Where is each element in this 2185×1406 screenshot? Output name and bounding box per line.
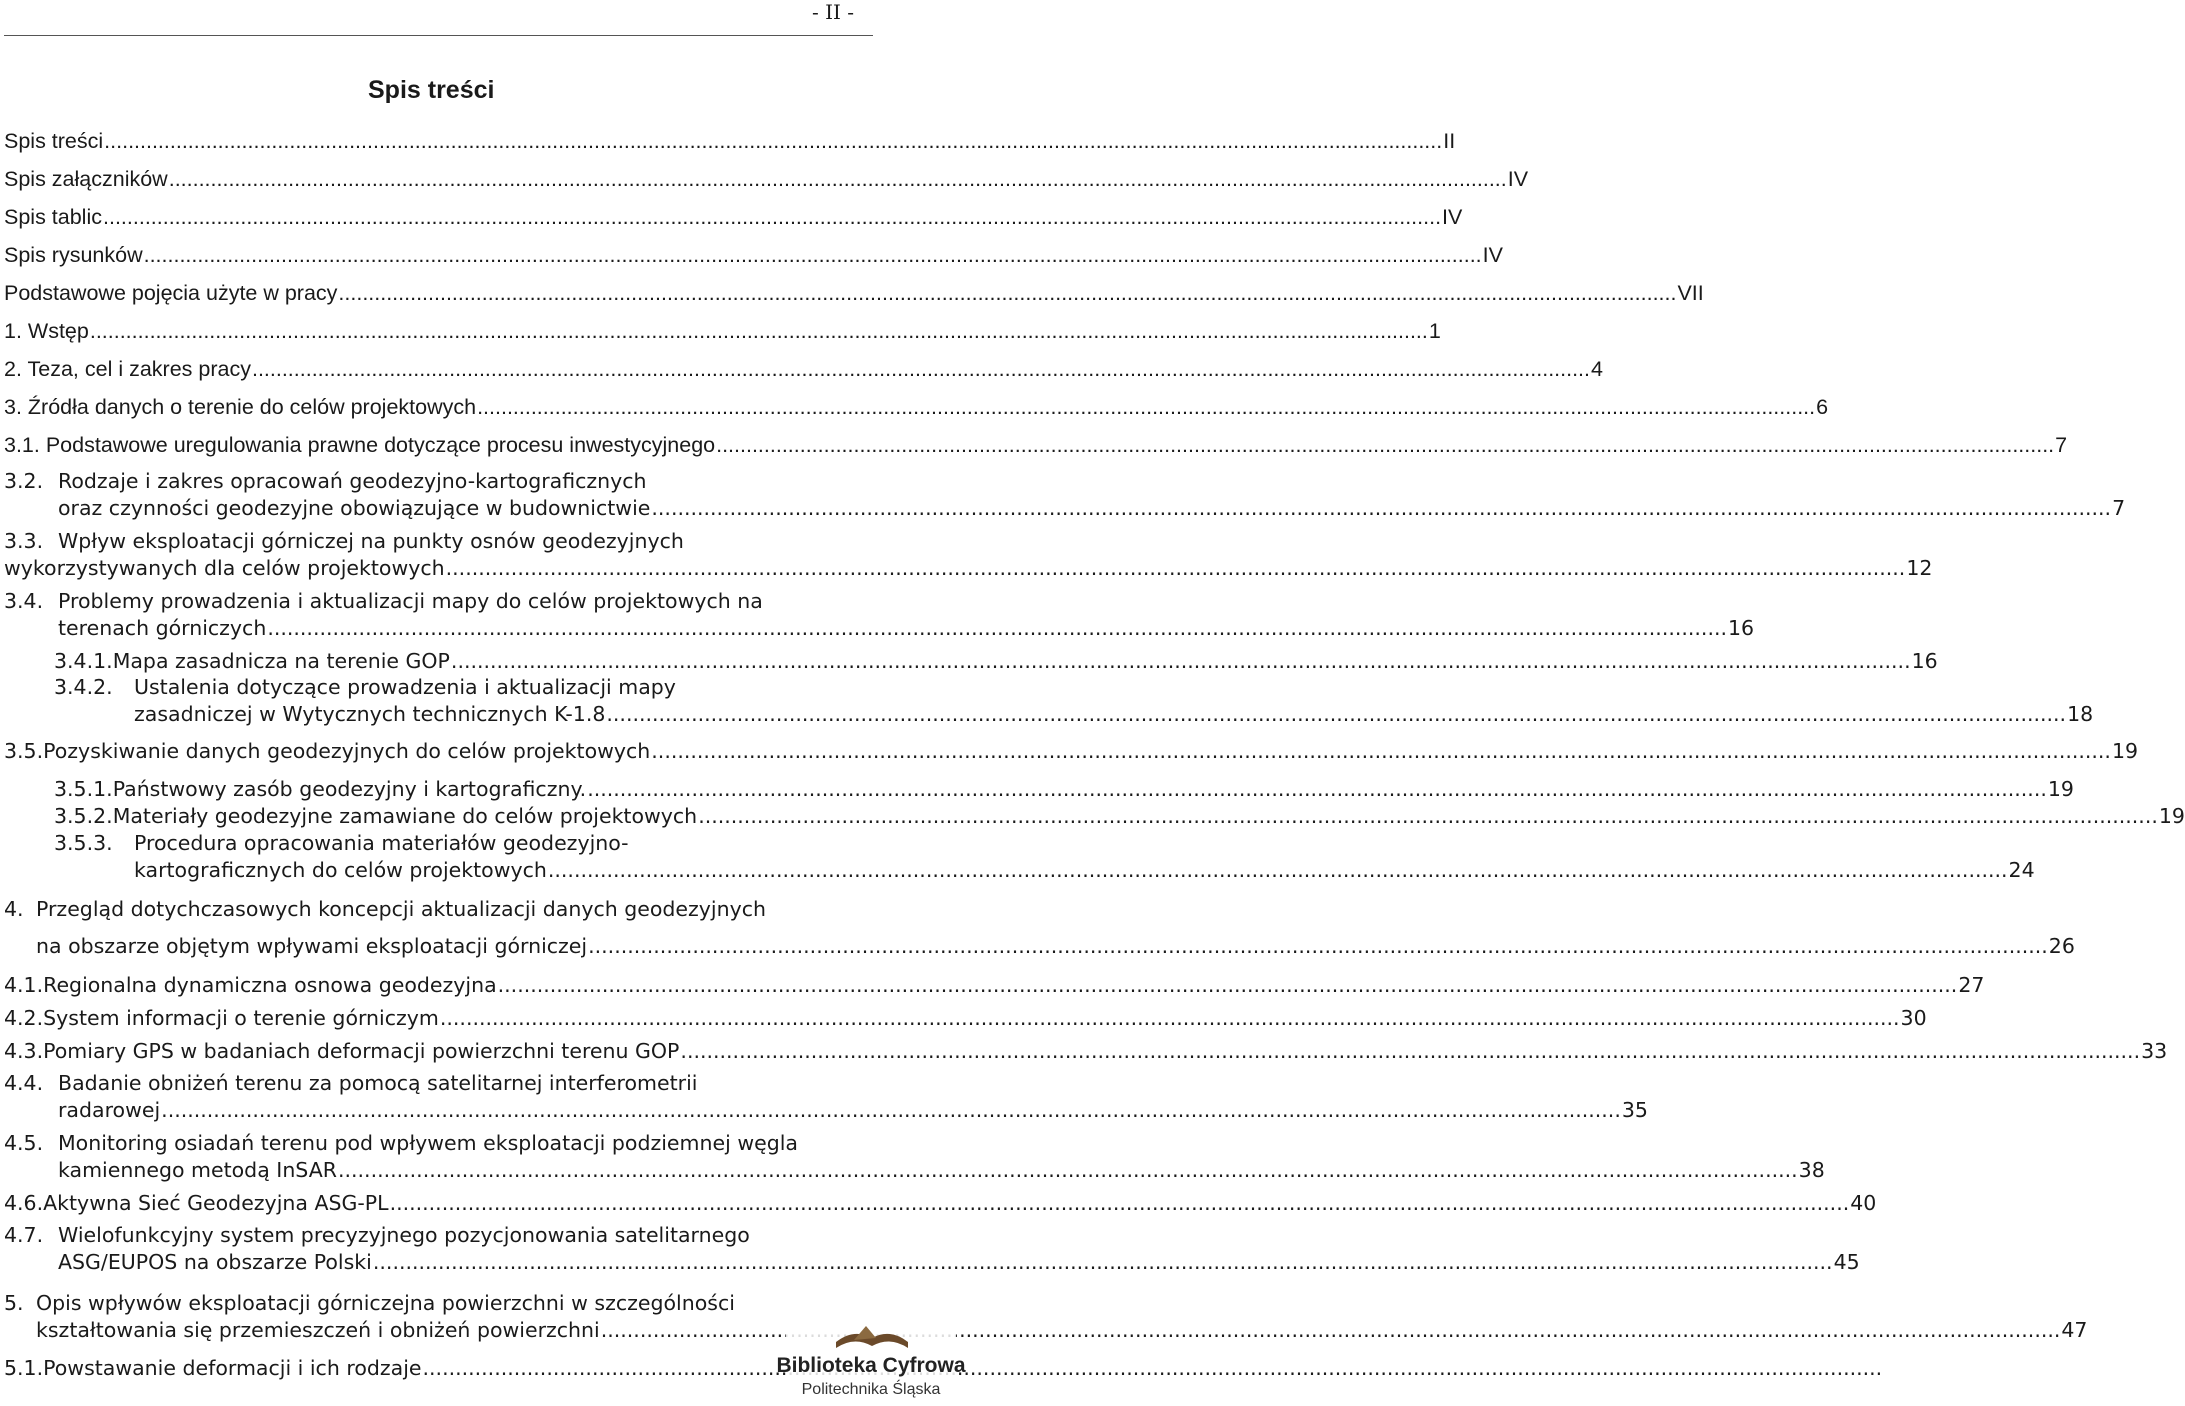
toc-entry[interactable]: 3.5.3. Procedura opracowania materiałów geodezyjno- kartograficznych do celów projektowych ..... 24 [54,830,872,886]
toc-entry[interactable]: 4.7. Wielofunkcyjny system precyzyjnego pozycjonowania satelitarnego ASG/EUPOS na obszarze Polski ..... 45 [4,1222,872,1278]
page-number: - II - [812,0,855,24]
toc-entry[interactable]: 3.3. Wpływ eksploatacji górniczej na punkty osnów geodezyjnych wykorzystywanych dla celów projektowych ..... 12 [4,528,872,584]
toc-entry[interactable]: 4. Przegląd dotychczasowych koncepcji aktualizacji danych geodezyjnych na obszarze objętym wpływami eksploatacji górniczej ..... 26 [4,896,872,966]
toc-entry[interactable]: 3.4. Problemy prowadzenia i aktualizacji mapy do celów projektowych na terenach górniczych ..... 16 [4,588,872,644]
toc-entry[interactable]: 3.4.2. Ustalenia dotyczące prowadzenia i aktualizacji mapy zasadniczej w Wytycznych technicznych K-1.8 ..... 18 [54,674,872,730]
toc-entry[interactable]: 5. Opis wpływów eksploatacji górniczejna powierzchni w szczególności kształtowania się przemieszczeń i obniżeń powierzchni ..... 47 [4,1290,872,1346]
toc-entry[interactable]: 4.4. Badanie obniżeń terenu za pomocą satelitarnej interferometrii radarowej ..... 35 [4,1070,872,1126]
page-title: Spis treści [368,76,495,104]
toc-entry[interactable]: 3.2. Rodzaje i zakres opracowań geodezyjno-kartograficznych oraz czynności geodezyjne obowiązujące w budownictwie ..... 7 [4,468,872,524]
logo-subtitle: Politechnika Śląska [801,1381,941,1398]
logo-title: Biblioteka Cyfrowa [776,1354,966,1377]
toc-entry[interactable]: 4.5. Monitoring osiadań terenu pod wpływem eksploatacji podziemnej węgla kamiennego metodą InSAR ..... 38 [4,1130,872,1186]
library-logo [776,1320,966,1402]
header-rule [4,35,873,36]
